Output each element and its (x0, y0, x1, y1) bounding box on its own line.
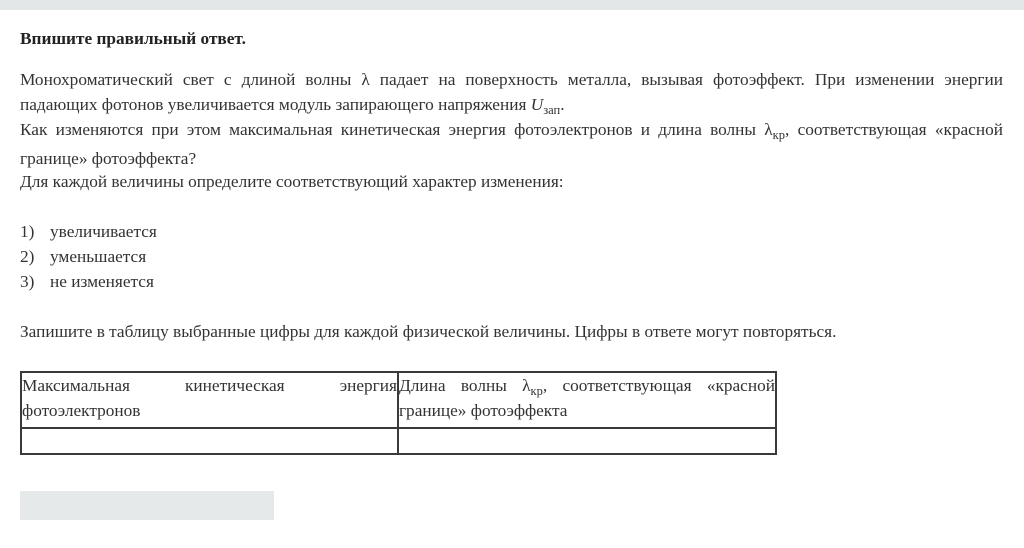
task-directive: Для каждой величины определите соответствующий характер изменения: (20, 172, 564, 191)
option-number: 1) (20, 222, 35, 241)
options-list (20, 219, 1003, 294)
answer-cell-kinetic-energy[interactable] (21, 428, 398, 454)
write-instruction: Запишите в таблицу выбранные цифры для каждой физической величины. Цифры в ответе могут повторяться. (20, 322, 837, 341)
task-content (20, 26, 1003, 344)
header-kinetic-energy: Максимальная кинетическая энергия фотоэлектронов (21, 372, 398, 428)
option-number: 3) (20, 272, 35, 291)
answer-table-input-row (21, 428, 776, 454)
lambda-subscript: кр (772, 128, 785, 142)
option-item (20, 269, 1003, 294)
paragraph-end: . (560, 95, 565, 114)
paragraph-text: Монохроматический свет с длиной волны λ падает на поверхность металла, вызывая фотоэффект. При изменении энергии падающих фотонов увеличивается модуль запирающего напряжения (20, 70, 1003, 114)
task-question (20, 115, 1003, 173)
question-text: Как изменяются при этом максимальная кинетическая энергия фотоэлектронов и длина волны λ (20, 120, 773, 139)
task-paragraph (20, 67, 1003, 117)
answer-table-header-row (21, 372, 776, 428)
header-red-limit-wavelength (398, 372, 776, 428)
option-text: не изменяется (50, 272, 154, 291)
option-text: увеличивается (50, 222, 157, 241)
option-item (20, 244, 1003, 269)
answer-submit-button[interactable] (20, 491, 274, 520)
answer-cell-red-limit-wavelength[interactable] (398, 428, 776, 454)
option-text: уменьшается (50, 247, 147, 266)
header-wavelength-text: Длина волны λ (398, 376, 531, 395)
voltage-symbol: U (530, 95, 544, 114)
question-end: , соответствующая «красной границе» фотоэффекта? (20, 120, 1003, 168)
task-instruction: Впишите правильный ответ. (20, 29, 246, 48)
option-number: 2) (20, 247, 35, 266)
answer-table (20, 371, 777, 455)
top-bar (0, 0, 1024, 10)
header-lambda-subscript: кр (530, 384, 543, 398)
voltage-subscript: зап (543, 103, 561, 117)
header-wavelength-end: , соответствующая «красной границе» фотоэффекта (398, 376, 775, 420)
option-item (20, 219, 1003, 244)
